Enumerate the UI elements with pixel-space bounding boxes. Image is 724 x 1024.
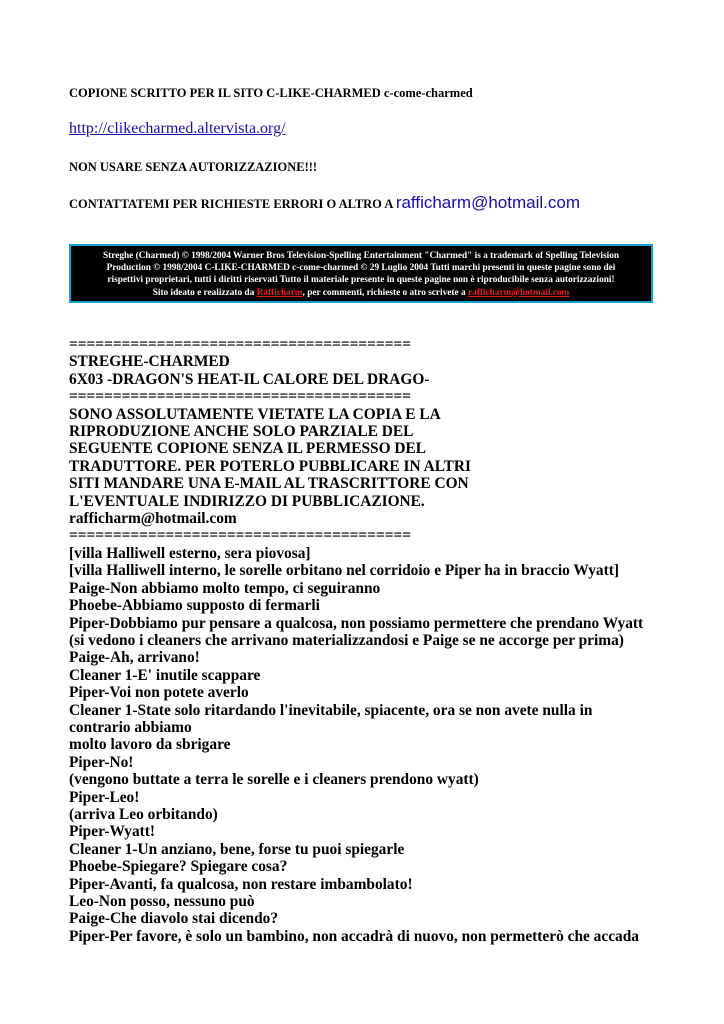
dialogue-line: [villa Halliwell esterno, sera piovosa]	[69, 544, 311, 562]
contact-prefix: CONTATTATEMI PER RICHIESTE ERRORI O ALTRO A	[69, 197, 396, 211]
dialogue-line: Piper-Voi non potete averlo	[69, 684, 249, 702]
author-link[interactable]: Rafficharm	[256, 287, 303, 298]
dialogue-line: Cleaner 1-E' inutile scappare	[69, 666, 261, 684]
site-url-link[interactable]: http://clikecharmed.altervista.org/	[69, 120, 286, 137]
contact-line	[69, 193, 580, 213]
dialogue-line: Paige-Non abbiamo molto tempo, ci seguiranno	[69, 579, 381, 597]
notice-line: L'EVENTUALE INDIRIZZO DI PUBBLICAZIONE.	[69, 492, 425, 510]
dialogue-line: (si vedono i cleaners che arrivano materializzandosi e Paige se ne accorge per prima)	[69, 631, 624, 649]
dialogue-line: Phoebe-Spiegare? Spiegare cosa?	[69, 858, 288, 876]
dialogue-lines	[69, 545, 709, 945]
script-body	[69, 336, 709, 945]
dialogue-line: Piper-Wyatt!	[69, 823, 156, 841]
dialogue-line: Cleaner 1-Un anziano, bene, forse tu puoi spiegarle	[69, 840, 405, 858]
dialogue-line: Piper-Per favore, è solo un bambino, non accadrà di nuovo, non permetterò che accada	[69, 927, 639, 945]
notice-line: TRADUTTORE. PER POTERLO PUBBLICARE IN ALTRI	[69, 457, 471, 475]
notice-email: rafficharm@hotmail.com	[69, 510, 237, 528]
notice-line: RIPRODUZIONE ANCHE SOLO PARZIALE DEL	[69, 423, 414, 441]
separator-bottom: =======================================	[69, 527, 412, 545]
separator-middle: =======================================	[69, 388, 412, 406]
show-title: STREGHE-CHARMED	[69, 353, 230, 371]
dialogue-line: Piper-Leo!	[69, 788, 140, 806]
dialogue-line: Paige-Ah, arrivano!	[69, 649, 200, 667]
copyright-line-2: Production © 1998/2004 C-LIKE-CHARMED c-come-charmed © 29 Luglio 2004 Tutti marchi presenti in queste pagine sono dei	[106, 263, 616, 274]
dialogue-line: Phoebe-Abbiamo supposto di fermarli	[69, 597, 320, 615]
copyright-line-1: Streghe (Charmed) © 1998/2004 Warner Bros Television-Spelling Entertainment "Charmed" is a trademark of Spelling Television	[102, 251, 620, 261]
dialogue-line: molto lavoro da sbrigare	[69, 736, 231, 754]
dialogue-line: [villa Halliwell interno, le sorelle orbitano nel corridoio e Piper ha in braccio Wyatt]	[69, 562, 620, 580]
document-title-line: COPIONE SCRITTO PER IL SITO C-LIKE-CHARMED c-come-charmed	[69, 86, 473, 100]
notice-line: SITI MANDARE UNA E-MAIL AL TRASCRITTORE CON	[69, 475, 469, 493]
warning-text: NON USARE SENZA AUTORIZZAZIONE!!!	[69, 160, 318, 174]
copyright-line-4	[71, 287, 651, 299]
dialogue-line: (vengono buttate a terra le sorelle e i cleaners prendono wyatt)	[69, 771, 479, 789]
dialogue-line: Leo-Non posso, nessuno può	[69, 893, 255, 910]
dialogue-line: contrario abbiamo	[69, 718, 192, 736]
copyright-line-3: rispettivi proprietari, tutti i diritti riservati Tutto il materiale presente in queste pagine non è riproducibile senza autorizzazioni!	[107, 275, 615, 286]
contact-email-link[interactable]: rafficharm@hotmail.com	[395, 193, 580, 212]
episode-title: 6X03 -DRAGON'S HEAT-IL CALORE DEL DRAGO-	[69, 370, 430, 388]
dialogue-line: Piper-Dobbiamo pur pensare a qualcosa, non possiamo permettere che prendano Wyatt	[69, 614, 644, 632]
dialogue-line: Piper-Avanti, fa qualcosa, non restare imbambolato!	[69, 875, 413, 893]
notice-line: SONO ASSOLUTAMENTE VIETATE LA COPIA E LA	[69, 405, 441, 423]
notice-line: SEGUENTE COPIONE SENZA IL PERMESSO DEL	[69, 440, 427, 458]
separator-top: =======================================	[69, 336, 412, 353]
dialogue-line: Cleaner 1-State solo ritardando l'inevitabile, spiacente, ora se non avete nulla in	[69, 701, 593, 719]
dialogue-line: Piper-No!	[69, 753, 134, 771]
copyright-credit-middle: , per commenti, richieste o atro scrivete a	[302, 287, 468, 298]
copyright-email-link[interactable]: rafficharm@hotmail.com	[467, 287, 570, 298]
copyright-box	[69, 244, 653, 303]
dialogue-line: Paige-Che diavolo stai dicendo?	[69, 910, 279, 928]
copyright-credit-prefix: Sito ideato e realizzato da	[152, 287, 257, 298]
dialogue-line: (arriva Leo orbitando)	[69, 805, 218, 823]
